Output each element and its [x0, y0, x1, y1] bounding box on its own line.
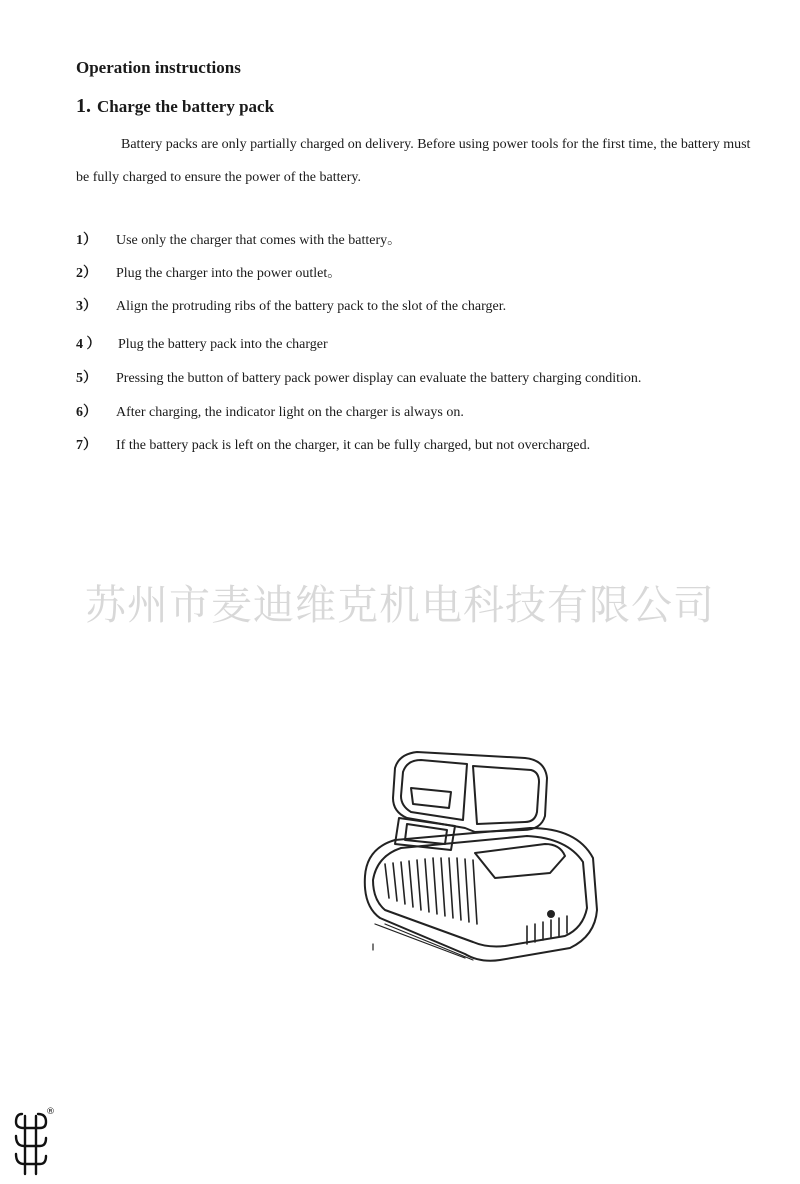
- brand-logo: [12, 1106, 56, 1181]
- step-text: Pressing the button of battery pack power display can evaluate the battery charging condition.: [116, 371, 642, 386]
- step-number: 5）: [76, 371, 97, 386]
- section-title-text: Charge the battery pack: [97, 97, 275, 116]
- registered-mark: ®: [46, 1107, 55, 1117]
- intro-paragraph: Battery packs are only partially charged on delivery. Before using power tools for the first time, the battery must be fully charged to ensure the power of the battery.: [76, 137, 751, 185]
- step-text: Align the protruding ribs of the battery pack to the slot of the charger.: [116, 299, 507, 314]
- step-number: 3）: [76, 299, 97, 314]
- step-number: 2）: [76, 266, 97, 281]
- company-watermark: 苏州市麦迪维克机电科技有限公司: [85, 581, 715, 629]
- step-item: [76, 401, 464, 421]
- battery-charger-illustration: [355, 748, 605, 973]
- step-item: [76, 367, 641, 387]
- step-number: 7）: [76, 438, 97, 453]
- step-number: 4 ）: [76, 337, 101, 352]
- step-text: If the battery pack is left on the charger, it can be fully charged, but not overcharged.: [116, 438, 591, 453]
- step-item: [76, 295, 506, 315]
- step-text: Use only the charger that comes with the battery。: [116, 233, 402, 248]
- step-number: 6）: [76, 405, 97, 420]
- step-number: 1）: [76, 233, 97, 248]
- section-title: [76, 95, 274, 118]
- step-text: Plug the battery pack into the charger: [118, 337, 328, 352]
- step-item: [76, 262, 341, 282]
- step-text: Plug the charger into the power outlet。: [116, 266, 342, 281]
- step-text: After charging, the indicator light on the charger is always on.: [116, 405, 464, 420]
- step-item: [76, 434, 590, 454]
- page-heading: Operation instructions: [76, 58, 241, 77]
- section-number: 1.: [76, 95, 91, 117]
- step-item: [76, 229, 401, 249]
- step-item: [76, 333, 328, 353]
